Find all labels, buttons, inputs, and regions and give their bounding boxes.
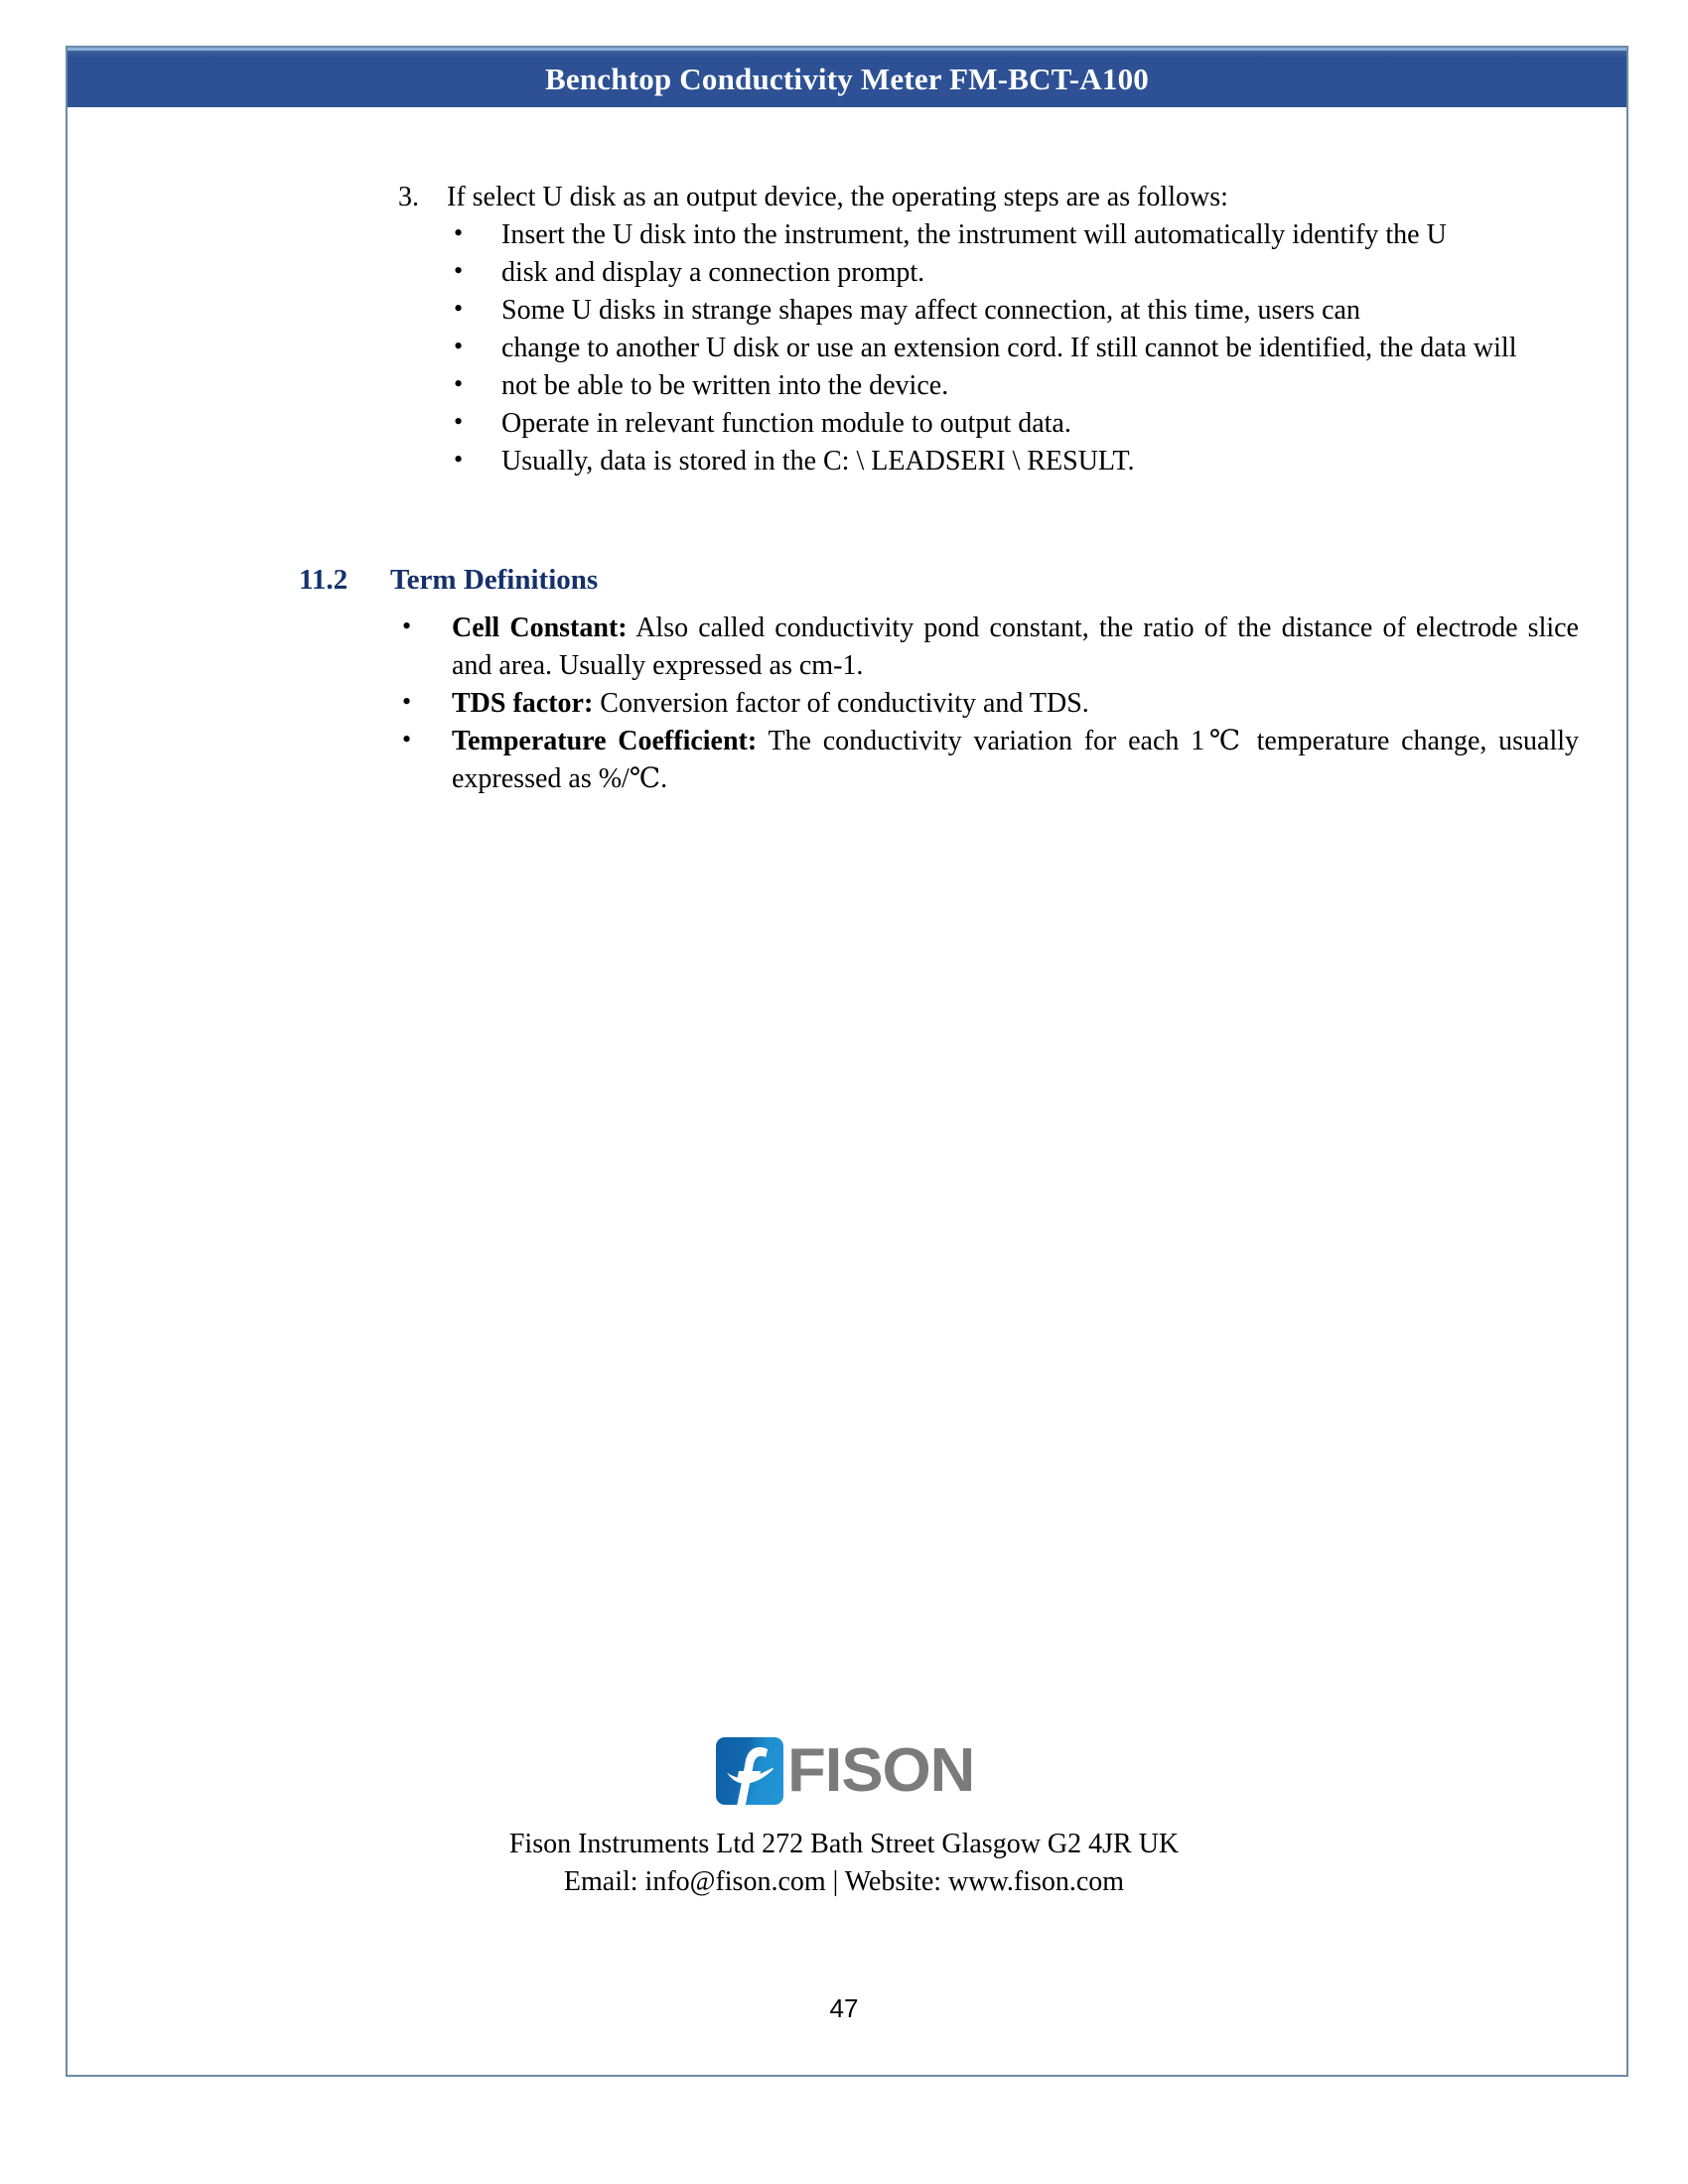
- text-column: [104, 179, 1584, 798]
- definition-term: Cell Constant:: [452, 613, 628, 644]
- list-item-label: change to another U disk or use an extension cord. If still cannot be identified, the data will: [501, 332, 1517, 363]
- list-item-label: not be able to be written into the device.: [501, 369, 949, 401]
- list-item-label: Usually, data is stored in the C: \ LEADSERI \ RESULT.: [501, 445, 1135, 477]
- list-item: [104, 254, 1584, 292]
- list-item-label: Operate in relevant function module to output data.: [501, 407, 1071, 439]
- list-item: [104, 405, 1584, 443]
- list-item: [104, 443, 1584, 480]
- section-number: 11.2: [299, 564, 349, 597]
- list-item: [104, 685, 1584, 723]
- bullet-icon: •: [402, 725, 412, 754]
- bullet-icon: •: [454, 293, 464, 323]
- list-item: [104, 610, 1584, 685]
- page-footer: [0, 1732, 1688, 1901]
- bullet-icon: •: [454, 217, 464, 247]
- definition-text: The conductivity variation for each 1℃ temperature change, usually expressed as %/℃.: [452, 726, 1580, 795]
- definition-list: [104, 610, 1584, 798]
- list-item-label: disk and display a connection prompt.: [501, 256, 925, 288]
- bullet-icon: •: [454, 255, 464, 285]
- list-item: [104, 216, 1584, 254]
- list-item: [104, 330, 1584, 367]
- bullet-icon: •: [454, 331, 464, 360]
- section-heading: [104, 564, 1584, 604]
- page-header-banner: [68, 48, 1626, 107]
- list-item: [104, 367, 1584, 405]
- list-item: [104, 292, 1584, 330]
- page-number: 47: [829, 1993, 859, 2023]
- fison-f-logomark-icon: [716, 1737, 783, 1805]
- footer-address: Fison Instruments Ltd 272 Bath Street Glasgow G2 4JR UK: [508, 1829, 1180, 1859]
- list-item-label: Insert the U disk into the instrument, the instrument will automatically identify the U: [501, 218, 1447, 250]
- bullet-icon: •: [402, 687, 412, 717]
- company-logo-wordmark: FISON: [786, 1736, 975, 1805]
- numbered-list: [104, 179, 1584, 216]
- list-number-marker: 3.: [398, 182, 419, 212]
- company-logo: [0, 1732, 1688, 1810]
- page-header-title: Benchtop Conductivity Meter FM-BCT-A100: [545, 62, 1149, 96]
- bullet-icon: •: [454, 444, 464, 474]
- bullet-icon: •: [454, 368, 464, 398]
- bullet-icon: •: [402, 612, 412, 641]
- definition-text: Also called conductivity pond constant, the ratio of the distance of electrode slice and area. Usually expressed as cm-1.: [452, 613, 1579, 682]
- page-content: [0, 179, 1688, 798]
- definition-term: Temperature Coefficient:: [452, 726, 758, 757]
- footer-contact: Email: info@fison.com | Website: www.fison.com: [563, 1866, 1125, 1898]
- sub-bullet-list: [104, 216, 1584, 481]
- definition-text: Conversion factor of conductivity and TDS.: [593, 688, 1089, 720]
- list-item: [104, 723, 1584, 798]
- numbered-list-item-text: If select U disk as an output device, the operating steps are as follows:: [447, 182, 1228, 212]
- bullet-icon: •: [454, 406, 464, 436]
- section-title: Term Definitions: [390, 564, 599, 597]
- definition-term: TDS factor:: [452, 688, 594, 720]
- list-item-label: Some U disks in strange shapes may affect connection, at this time, users can: [501, 294, 1360, 326]
- numbered-list-item: [104, 179, 1584, 216]
